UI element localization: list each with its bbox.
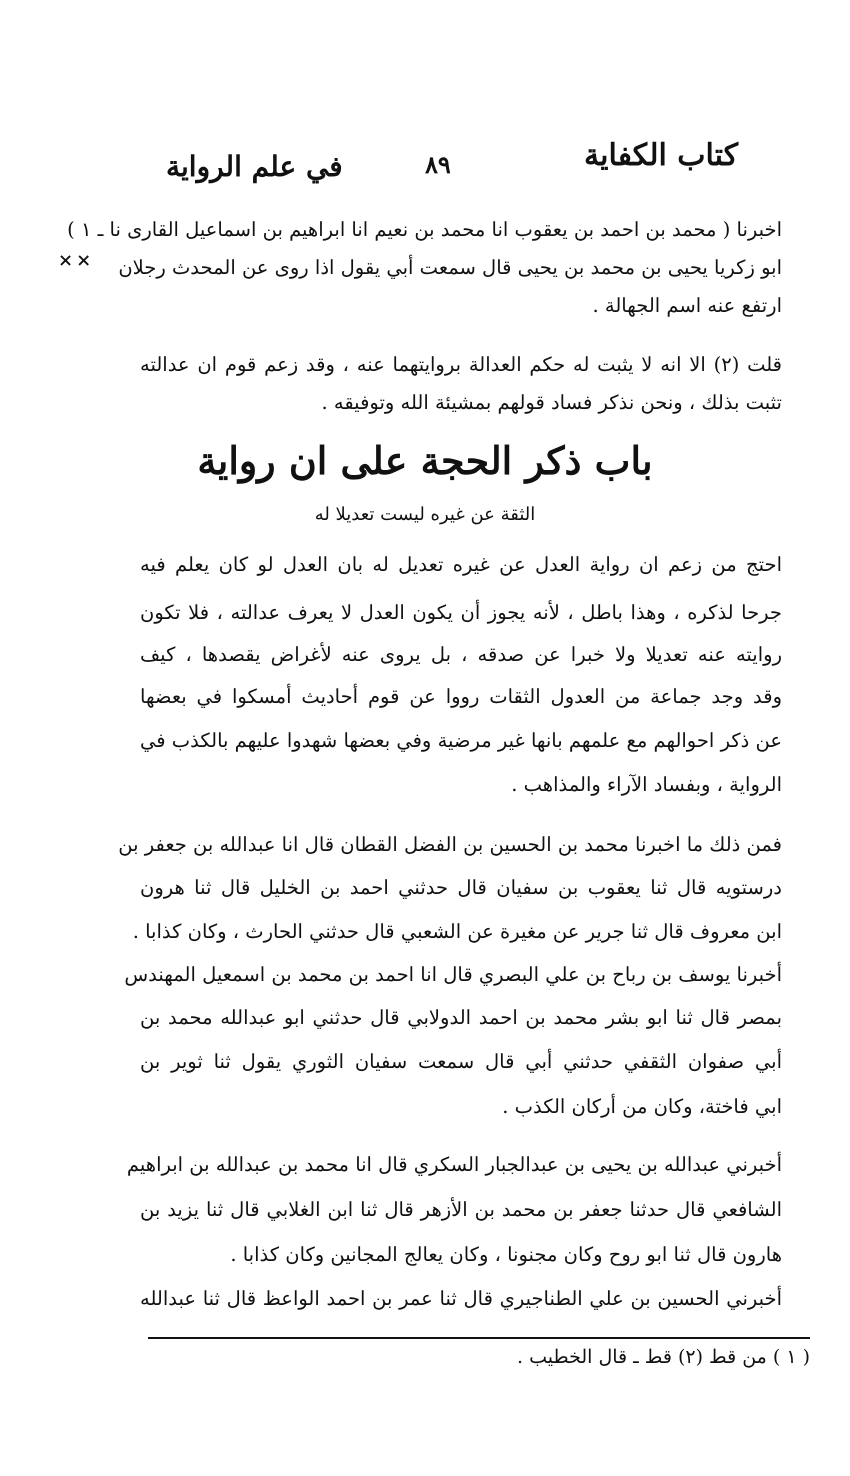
text-line: ابي فاختة، وكان من أركان الكذب .: [502, 1095, 782, 1118]
text-line: أبي صفوان الثقفي حدثني أبي قال سمعت سفيان الثوري يقول ثنا ثوير بن: [140, 1050, 782, 1073]
text-line: جرحا لذكره ، وهذا باطل ، لأنه يجوز أن يكون العدل لا يعرف عدالته ، فلا تكون: [140, 601, 782, 624]
text-line: قلت (٢) الا انه لا يثبت له حكم العدالة بروايتهما عنه ، وقد زعم قوم ان عدالته: [140, 353, 782, 376]
running-title-subject: في علم الرواية: [166, 150, 343, 183]
chapter-title: باب ذكر الحجة على ان رواية: [197, 438, 653, 483]
text-line: بمصر قال ثنا ابو بشر محمد بن احمد الدولابي قال حدثني ابو عبدالله محمد بن: [140, 1006, 782, 1029]
footnote: ( ١ ) من قط (٢) قط ـ قال الخطيب .: [517, 1346, 810, 1368]
text-line: الشافعي قال حدثنا جعفر بن محمد بن الأزهر قال ثنا ابن الغلابي قال ثنا يزيد بن: [140, 1198, 782, 1221]
running-title-book: كتاب الكفاية: [584, 138, 738, 173]
text-line: أخبرني الحسين بن علي الطناجيري قال ثنا عمر بن احمد الواعظ قال ثنا عبدالله: [140, 1287, 782, 1310]
text-line: فمن ذلك ما اخبرنا محمد بن الحسين بن الفضل القطان قال انا عبدالله بن جعفر بن: [118, 833, 782, 856]
margin-mark: ××: [58, 250, 95, 271]
text-line: عن ذكر احوالهم مع علمهم بانها غير مرضية وفي بعضها شهدوا عليهم بالكذب في: [140, 729, 782, 752]
text-line: الرواية ، وبفساد الآراء والمذاهب .: [511, 773, 782, 796]
text-line: هارون قال ثنا ابو روح وكان مجنونا ، وكان يعالج المجانين وكان كذابا .: [230, 1243, 782, 1266]
text-line: اخبرنا ( محمد بن احمد بن يعقوب انا محمد بن نعيم انا ابراهيم بن اسماعيل القارى نا ـ ١ ): [67, 218, 782, 241]
text-line: احتج من زعم ان رواية العدل عن غيره تعديل له بان العدل لو كان يعلم فيه: [140, 553, 782, 576]
footnote-divider: [148, 1337, 810, 1339]
text-line: ارتفع عنه اسم الجهالة .: [592, 294, 782, 317]
text-line: درستويه قال ثنا يعقوب بن سفيان قال حدثني احمد بن الخليل قال ثنا هرون: [140, 876, 782, 899]
text-line: ابو زكريا يحيى بن محمد بن يحيى قال سمعت أبي يقول اذا روى عن المحدث رجلان: [118, 256, 782, 279]
text-line: روايته عنه تعديلا ولا خبرا عن صدقه ، بل يروى عنه لأغراض يقصدها ، كيف: [140, 643, 782, 666]
text-line: تثبت بذلك ، ونحن نذكر فساد قولهم بمشيئة الله وتوفيقه .: [321, 391, 782, 414]
text-line: ابن معروف قال ثنا جرير عن مغيرة عن الشعبي قال حدثني الحارث ، وكان كذابا .: [132, 920, 782, 943]
page-number: ٨٩: [425, 150, 451, 179]
text-line: أخبرني عبدالله بن يحيى بن عبدالجبار السكري قال انا محمد بن عبدالله بن ابراهيم: [126, 1153, 782, 1176]
text-line: وقد وجد جماعة من العدول الثقات رووا عن قوم أحاديث أمسكوا في بعضها: [140, 685, 782, 708]
chapter-subtitle: الثقة عن غيره ليست تعديلا له: [314, 504, 536, 525]
text-line: أخبرنا يوسف بن رباح بن علي البصري قال انا احمد بن محمد بن اسمعيل المهندس: [124, 963, 782, 986]
